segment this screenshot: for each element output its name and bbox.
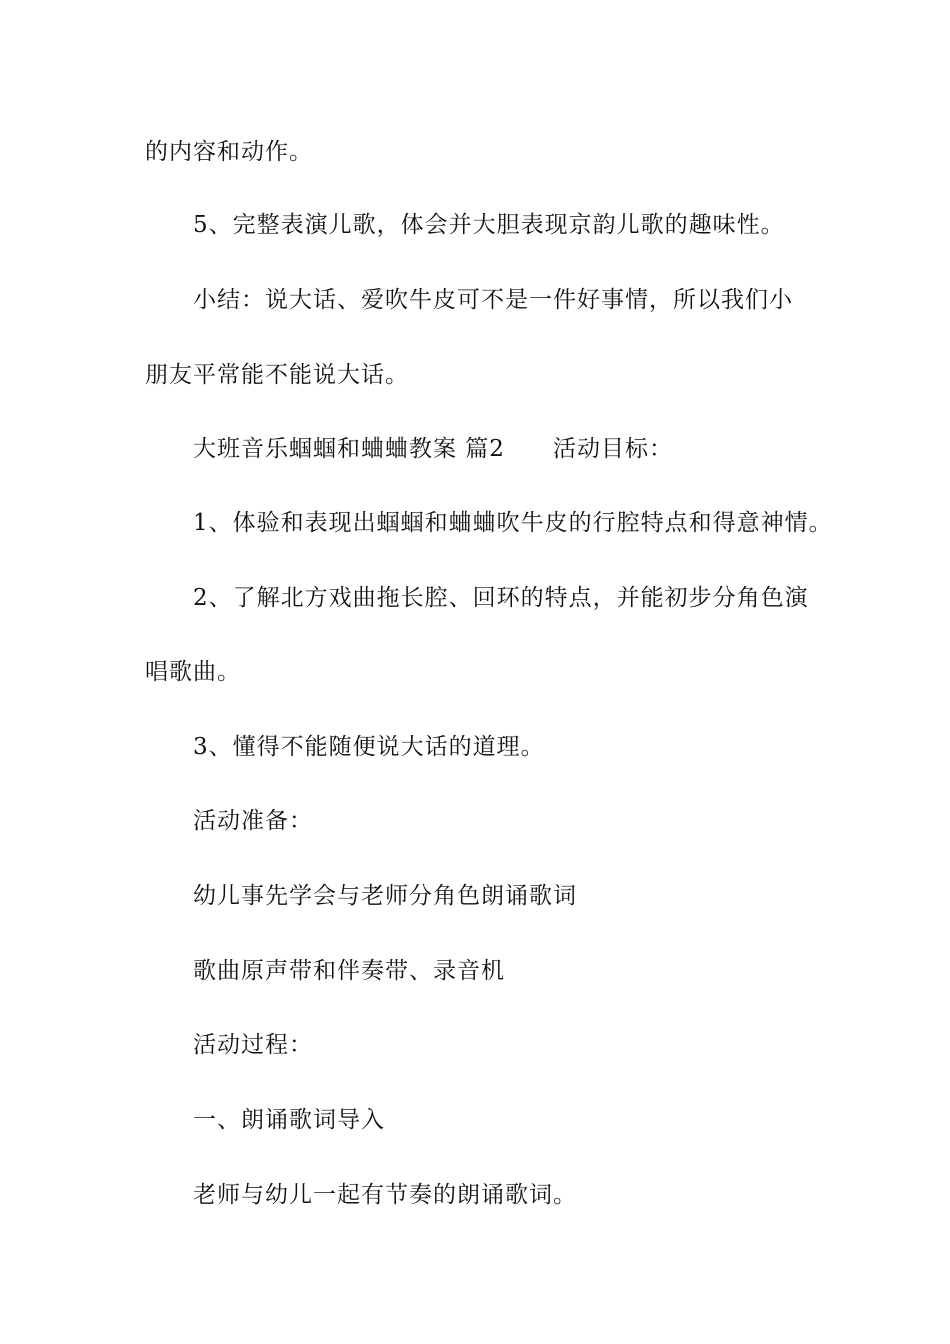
paragraph-line: 5、完整表演儿歌，体会并大胆表现京韵儿歌的趣味性。: [193, 212, 785, 238]
paragraph-line: 歌曲原声带和伴奏带、录音机: [193, 958, 505, 984]
paragraph-line: 唱歌曲。: [145, 659, 241, 685]
paragraph-line: 一、朗诵歌词导入: [193, 1107, 385, 1133]
paragraph-line: 幼儿事先学会与老师分角色朗诵歌词: [193, 883, 577, 909]
paragraph-line: 的内容和动作。: [145, 139, 313, 165]
paragraph-line: 朋友平常能不能说大话。: [145, 362, 409, 388]
section-heading-line: [193, 434, 673, 464]
paragraph-line: 3、懂得不能随便说大话的道理。: [193, 734, 545, 760]
section-title: 大班音乐蝈蝈和蛐蛐教案 篇2: [193, 436, 505, 462]
paragraph-line: 活动过程：: [193, 1032, 313, 1058]
paragraph-line: 老师与幼儿一起有节奏的朗诵歌词。: [193, 1182, 577, 1208]
subsection-label: 活动目标：: [552, 436, 673, 462]
paragraph-line: 1、体验和表现出蝈蝈和蛐蛐吹牛皮的行腔特点和得意神情。: [193, 510, 833, 536]
paragraph-line: 2、了解北方戏曲拖长腔、回环的特点，并能初步分角色演: [193, 585, 809, 611]
paragraph-line: 小结：说大话、爱吹牛皮可不是一件好事情，所以我们小: [193, 287, 793, 313]
paragraph-line: 活动准备：: [193, 808, 313, 834]
